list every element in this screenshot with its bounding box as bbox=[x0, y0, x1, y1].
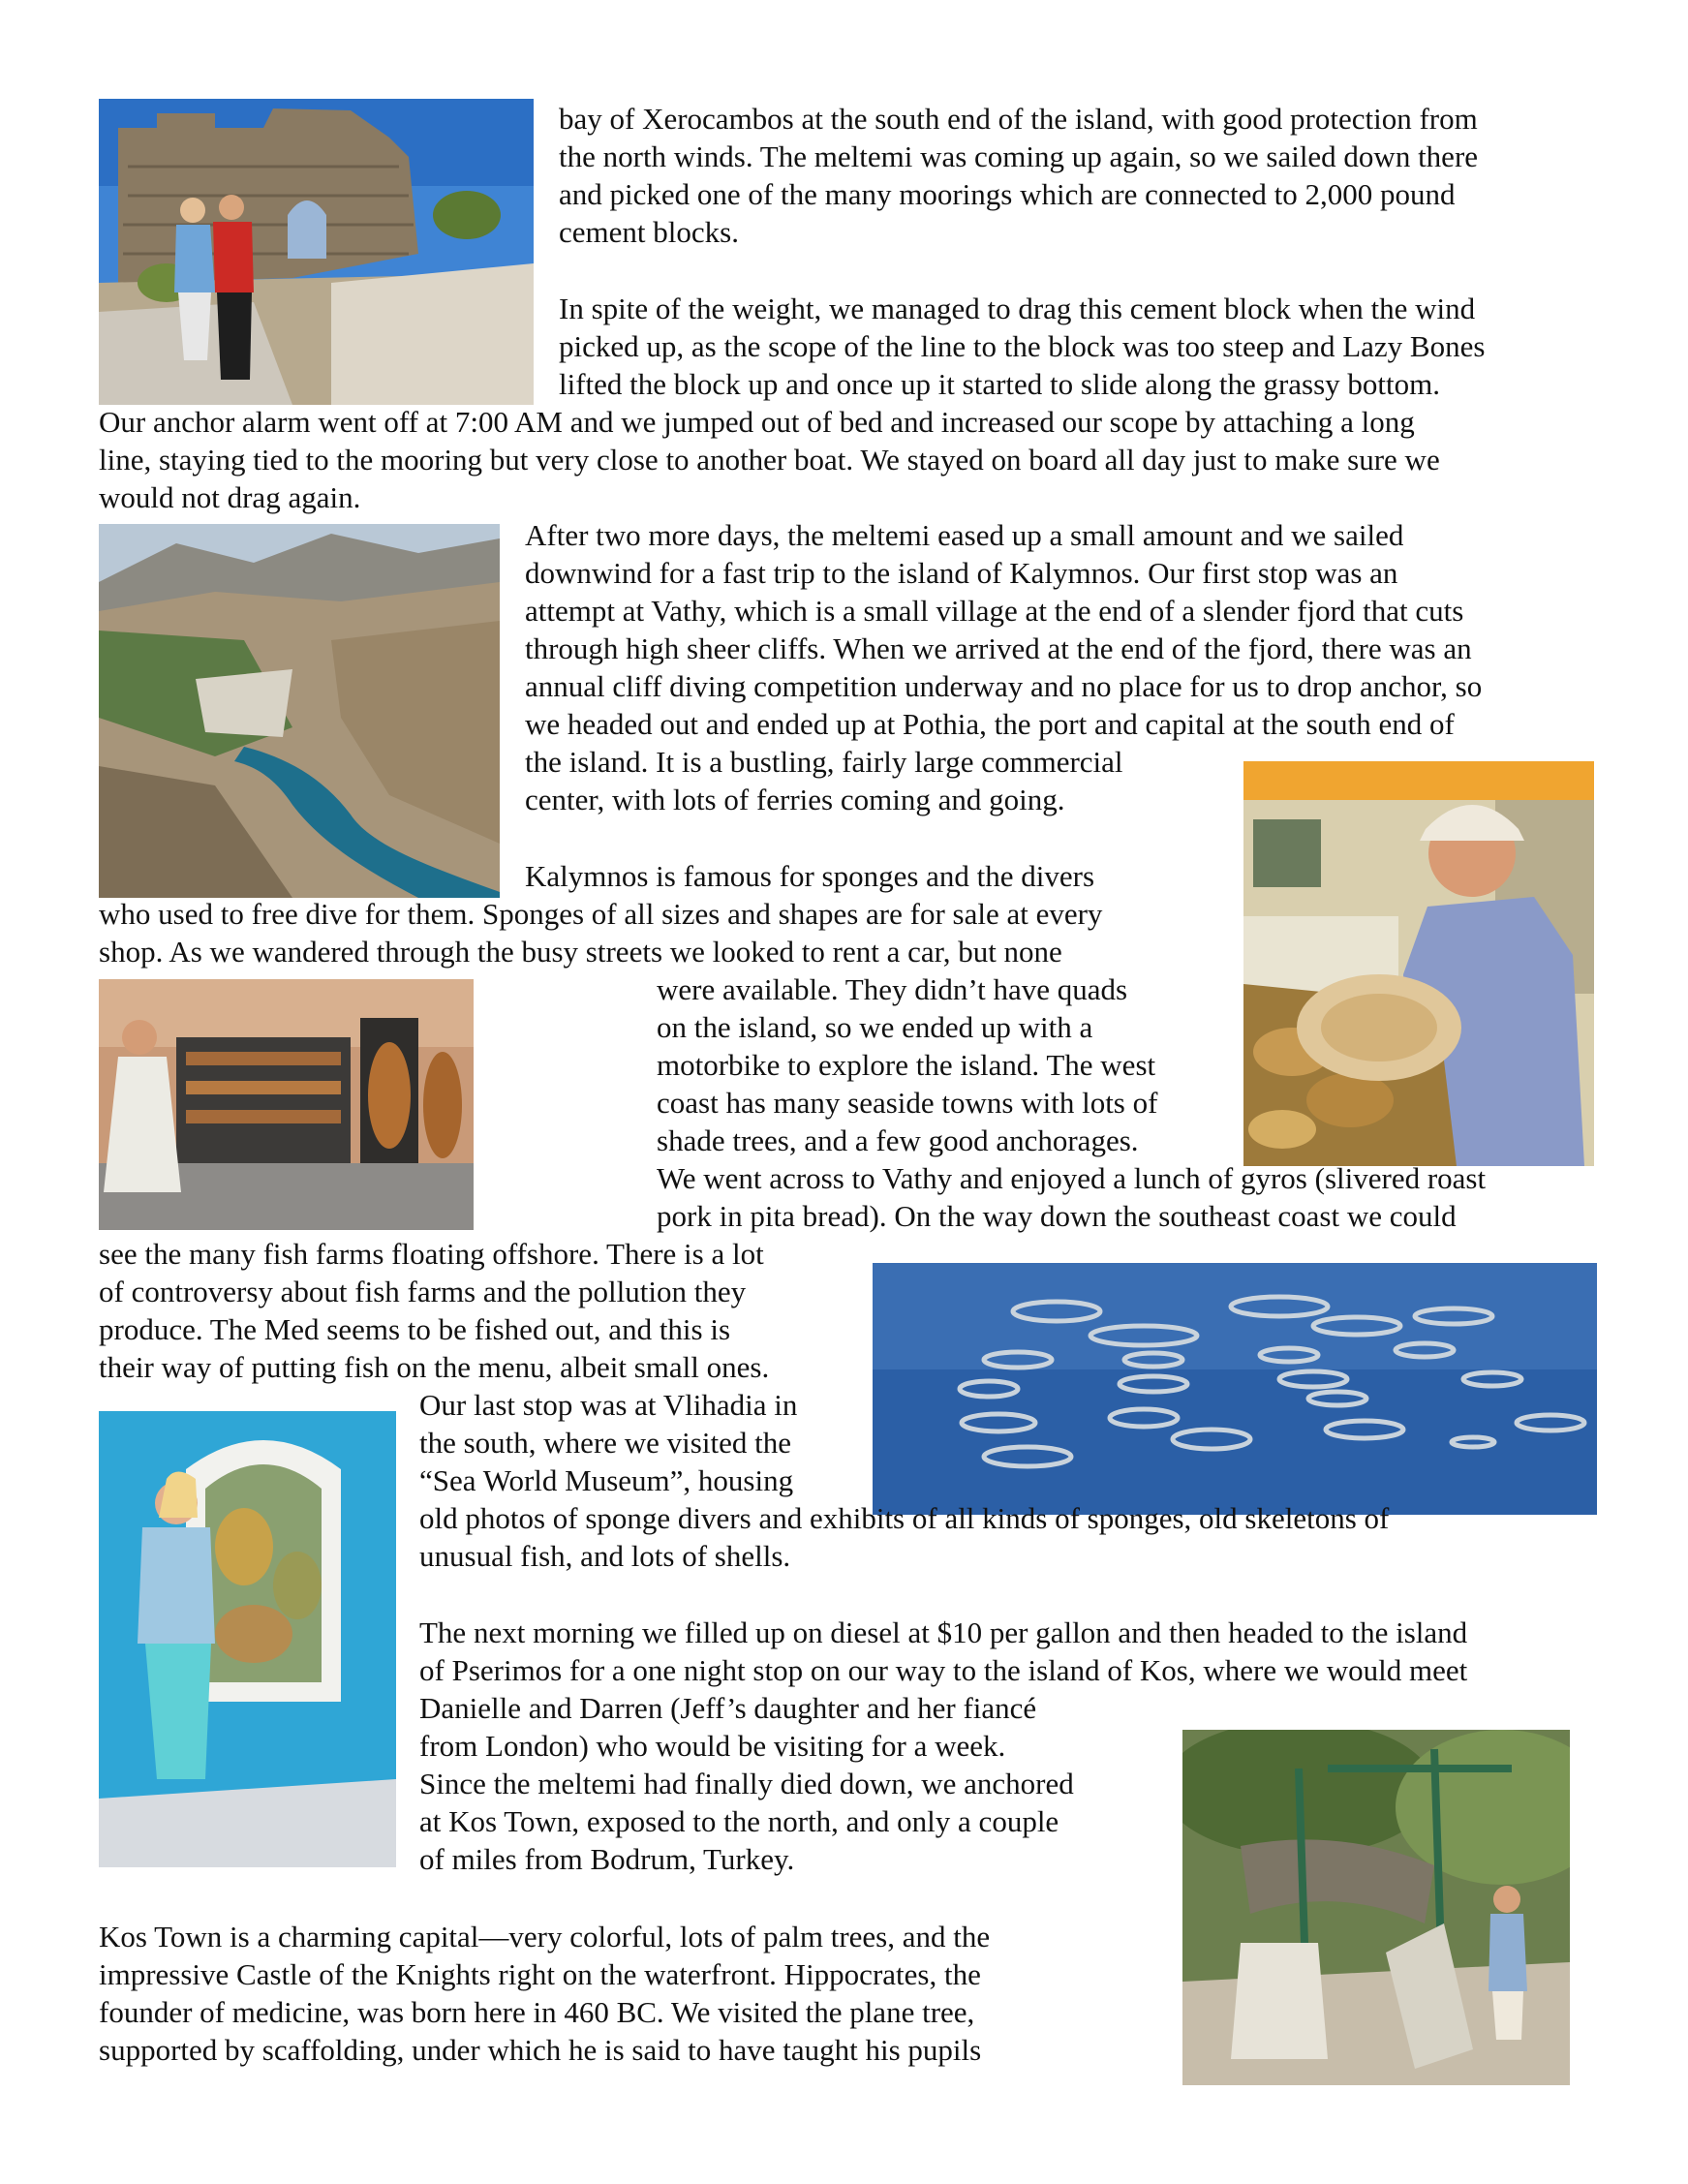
sea-world-museum-photo bbox=[99, 1411, 396, 1867]
body-text-line: cement blocks. bbox=[559, 215, 739, 249]
body-text-line: of miles from Bodrum, Turkey. bbox=[419, 1842, 795, 1876]
body-text-line: their way of putting fish on the menu, albeit small ones. bbox=[99, 1350, 770, 1384]
body-text-line: from London) who would be visiting for a week. bbox=[419, 1729, 1006, 1763]
body-text-line: see the many fish farms floating offshore. There is a lot bbox=[99, 1237, 764, 1271]
body-text-line: We went across to Vathy and enjoyed a lunch of gyros (slivered roast bbox=[657, 1161, 1487, 1195]
body-text-line: Our last stop was at Vlihadia in bbox=[419, 1388, 798, 1422]
hippocrates-plane-tree-photo bbox=[1182, 1730, 1570, 2085]
body-text-line: Kos Town is a charming capital—very colorful, lots of palm trees, and the bbox=[99, 1920, 991, 1953]
body-text-line: the north winds. The meltemi was coming up again, so we sailed down there bbox=[559, 139, 1479, 173]
body-text-line: motorbike to explore the island. The west bbox=[657, 1048, 1156, 1082]
body-text-line: produce. The Med seems to be fished out, and this is bbox=[99, 1312, 731, 1346]
body-text-line: on the island, so we ended up with a bbox=[657, 1010, 1093, 1044]
vathy-fjord-photo bbox=[99, 524, 500, 898]
body-text-line: pork in pita bread). On the way down the southeast coast we could bbox=[657, 1199, 1457, 1233]
body-text-line: of Pserimos for a one night stop on our way to the island of Kos, where we would meet bbox=[419, 1653, 1468, 1687]
body-text-line: unusual fish, and lots of shells. bbox=[419, 1539, 791, 1573]
body-text-line: Danielle and Darren (Jeff’s daughter and her fiancé bbox=[419, 1691, 1037, 1725]
body-text-line: lifted the block up and once up it started to slide along the grassy bottom. bbox=[559, 367, 1441, 401]
body-text-line: Kalymnos is famous for sponges and the divers bbox=[525, 859, 1095, 893]
sponge-seller-photo bbox=[1243, 761, 1594, 1166]
body-text-line: the south, where we visited the bbox=[419, 1426, 791, 1460]
body-text-line: through high sheer cliffs. When we arrived at the end of the fjord, there was an bbox=[525, 631, 1472, 665]
body-text-line: old photos of sponge divers and exhibits of all kinds of sponges, old skeletons of bbox=[419, 1501, 1390, 1535]
body-text-line: at Kos Town, exposed to the north, and only a couple bbox=[419, 1804, 1059, 1838]
body-text-line: attempt at Vathy, which is a small village at the end of a slender fjord that cuts bbox=[525, 594, 1464, 628]
body-text-line: of controversy about fish farms and the pollution they bbox=[99, 1275, 747, 1308]
body-text-line: bay of Xerocambos at the south end of the island, with good protection from bbox=[559, 102, 1478, 136]
body-text-line: supported by scaffolding, under which he is said to have taught his pupils bbox=[99, 2033, 982, 2067]
body-text-line: downwind for a fast trip to the island of Kalymnos. Our first stop was an bbox=[525, 556, 1398, 590]
body-text-line: shop. As we wandered through the busy streets we looked to rent a car, but none bbox=[99, 935, 1062, 969]
body-text-line: founder of medicine, was born here in 460 BC. We visited the plane tree, bbox=[99, 1995, 975, 2029]
body-text-line: Since the meltemi had finally died down, we anchored bbox=[419, 1767, 1074, 1800]
body-text-line: After two more days, the meltemi eased up a small amount and we sailed bbox=[525, 518, 1404, 552]
body-text-line: Our anchor alarm went off at 7:00 AM and we jumped out of bed and increased our scope by attaching a long bbox=[99, 405, 1415, 439]
body-text-line: coast has many seaside towns with lots of bbox=[657, 1086, 1158, 1120]
body-text-line: center, with lots of ferries coming and going. bbox=[525, 783, 1065, 816]
fish-farms-photo bbox=[873, 1263, 1597, 1515]
body-text-line: the island. It is a bustling, fairly large commercial bbox=[525, 745, 1123, 779]
body-text-line: The next morning we filled up on diesel at $10 per gallon and then headed to the island bbox=[419, 1615, 1468, 1649]
gyros-cook-photo bbox=[99, 979, 474, 1230]
body-text-line: would not drag again. bbox=[99, 480, 361, 514]
body-text-line: line, staying tied to the mooring but very close to another boat. We stayed on board all day just to make sure we bbox=[99, 443, 1440, 477]
body-text-line: and picked one of the many moorings which are connected to 2,000 pound bbox=[559, 177, 1456, 211]
body-text-line: were available. They didn’t have quads bbox=[657, 972, 1128, 1006]
body-text-line: who used to free dive for them. Sponges of all sizes and shapes are for sale at every bbox=[99, 897, 1103, 931]
body-text-line: picked up, as the scope of the line to the block was too steep and Lazy Bones bbox=[559, 329, 1486, 363]
body-text-line: impressive Castle of the Knights right on the waterfront. Hippocrates, the bbox=[99, 1957, 981, 1991]
body-text-line: “Sea World Museum”, housing bbox=[419, 1463, 794, 1497]
body-text-line: shade trees, and a few good anchorages. bbox=[657, 1123, 1139, 1157]
body-text-line: In spite of the weight, we managed to drag this cement block when the wind bbox=[559, 292, 1476, 325]
body-text-line: we headed out and ended up at Pothia, the port and capital at the south end of bbox=[525, 707, 1455, 741]
castle-ruins-photo bbox=[99, 99, 534, 405]
body-text-line: annual cliff diving competition underway and no place for us to drop anchor, so bbox=[525, 669, 1483, 703]
